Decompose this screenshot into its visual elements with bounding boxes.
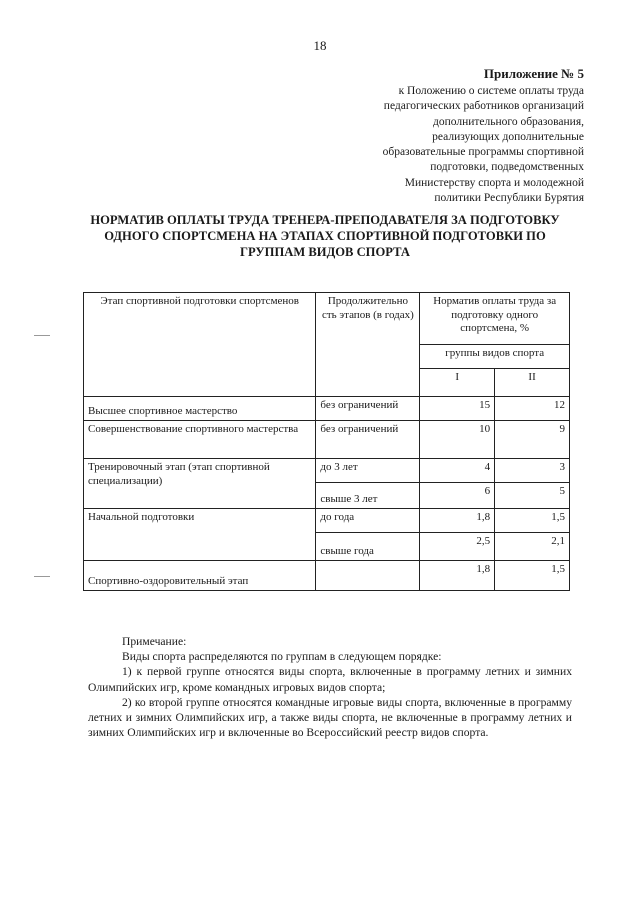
header-group-2: II <box>495 369 570 397</box>
note-item-1: 1) к первой группе относятся виды спорта, включенные в программу летних и зимних Олимпийских игр, кроме командных игровых видов спорта; <box>88 665 572 694</box>
appendix-line: педагогических работников организаций <box>383 100 584 113</box>
group1-value: 1,8 <box>420 561 495 591</box>
note-item-2: 2) ко второй группе относятся командные игровые виды спорта, включенные в программу летних и зимних Олимпийских игр, а также виды спорта, не включенные в программу летних и зимних Олимпийских игр и включенные во Всероссийский реестр видов спорта. <box>88 695 572 740</box>
title-line: НОРМАТИВ ОПЛАТЫ ТРУДА ТРЕНЕРА-ПРЕПОДАВАТЕЛЯ ЗА ПОДГОТОВКУ <box>90 213 560 227</box>
header-group-1: I <box>420 369 495 397</box>
duration-cell: свыше года <box>316 533 420 561</box>
appendix-line: политики Республики Бурятия <box>434 192 584 205</box>
header-stage: Этап спортивной подготовки спортсменов <box>84 293 316 397</box>
appendix-line: образовательные программы спортивной <box>382 146 584 159</box>
duration-cell: без ограничений <box>316 421 420 459</box>
group1-value: 6 <box>420 483 495 509</box>
header-rate: Норматив оплаты труда за подготовку одного спортсмена, % <box>420 293 570 345</box>
note-section <box>88 634 572 740</box>
stage-cell: Спортивно-оздоровительный этап <box>84 561 316 591</box>
table-row <box>84 561 570 591</box>
stage-cell: Тренировочный этап (этап спортивной специализации) <box>84 459 316 509</box>
group2-value: 9 <box>495 421 570 459</box>
page-number: 18 <box>313 38 327 53</box>
table-row <box>84 397 570 421</box>
duration-cell: до года <box>316 509 420 533</box>
rate-table <box>83 292 570 591</box>
document-title <box>70 212 580 260</box>
margin-mark <box>34 335 50 336</box>
table-row <box>84 509 570 533</box>
group2-value: 12 <box>495 397 570 421</box>
table-row <box>84 421 570 459</box>
stage-cell: Высшее спортивное мастерство <box>84 397 316 421</box>
title-line: ОДНОГО СПОРТСМЕНА НА ЭТАПАХ СПОРТИВНОЙ ПОДГОТОВКИ ПО <box>104 229 546 243</box>
appendix-line: дополнительного образования, <box>432 115 584 128</box>
group1-value: 4 <box>420 459 495 483</box>
margin-mark <box>34 576 50 577</box>
note-label: Примечание: <box>122 635 187 648</box>
appendix-line: к Положению о системе оплаты труда <box>398 85 584 97</box>
stage-cell: Начальной подготовки <box>84 509 316 561</box>
duration-cell <box>316 561 420 591</box>
appendix-line: подготовки, подведомственных <box>430 161 584 174</box>
group2-value: 3 <box>495 459 570 483</box>
group1-value: 10 <box>420 421 495 459</box>
group2-value: 1,5 <box>495 509 570 533</box>
header-groups: группы видов спорта <box>420 345 570 369</box>
appendix-caption <box>383 84 584 206</box>
group2-value: 1,5 <box>495 561 570 591</box>
appendix-line: Министерству спорта и молодежной <box>404 176 584 189</box>
table-row <box>84 459 570 483</box>
title-line: ГРУППАМ ВИДОВ СПОРТА <box>240 245 410 259</box>
note-intro: Виды спорта распределяются по группам в следующем порядке: <box>122 650 442 664</box>
group2-value: 5 <box>495 483 570 509</box>
duration-cell: без ограничений <box>316 397 420 421</box>
group1-value: 2,5 <box>420 533 495 561</box>
duration-cell: свыше 3 лет <box>316 483 420 509</box>
duration-cell: до 3 лет <box>316 459 420 483</box>
group1-value: 1,8 <box>420 509 495 533</box>
group1-value: 15 <box>420 397 495 421</box>
group2-value: 2,1 <box>495 533 570 561</box>
stage-cell: Совершенствование спортивного мастерства <box>84 421 316 459</box>
appendix-line: реализующих дополнительные <box>432 130 584 143</box>
appendix-title: Приложение № 5 <box>483 66 584 81</box>
header-duration: Продолжительно сть этапов (в годах) <box>316 293 420 397</box>
